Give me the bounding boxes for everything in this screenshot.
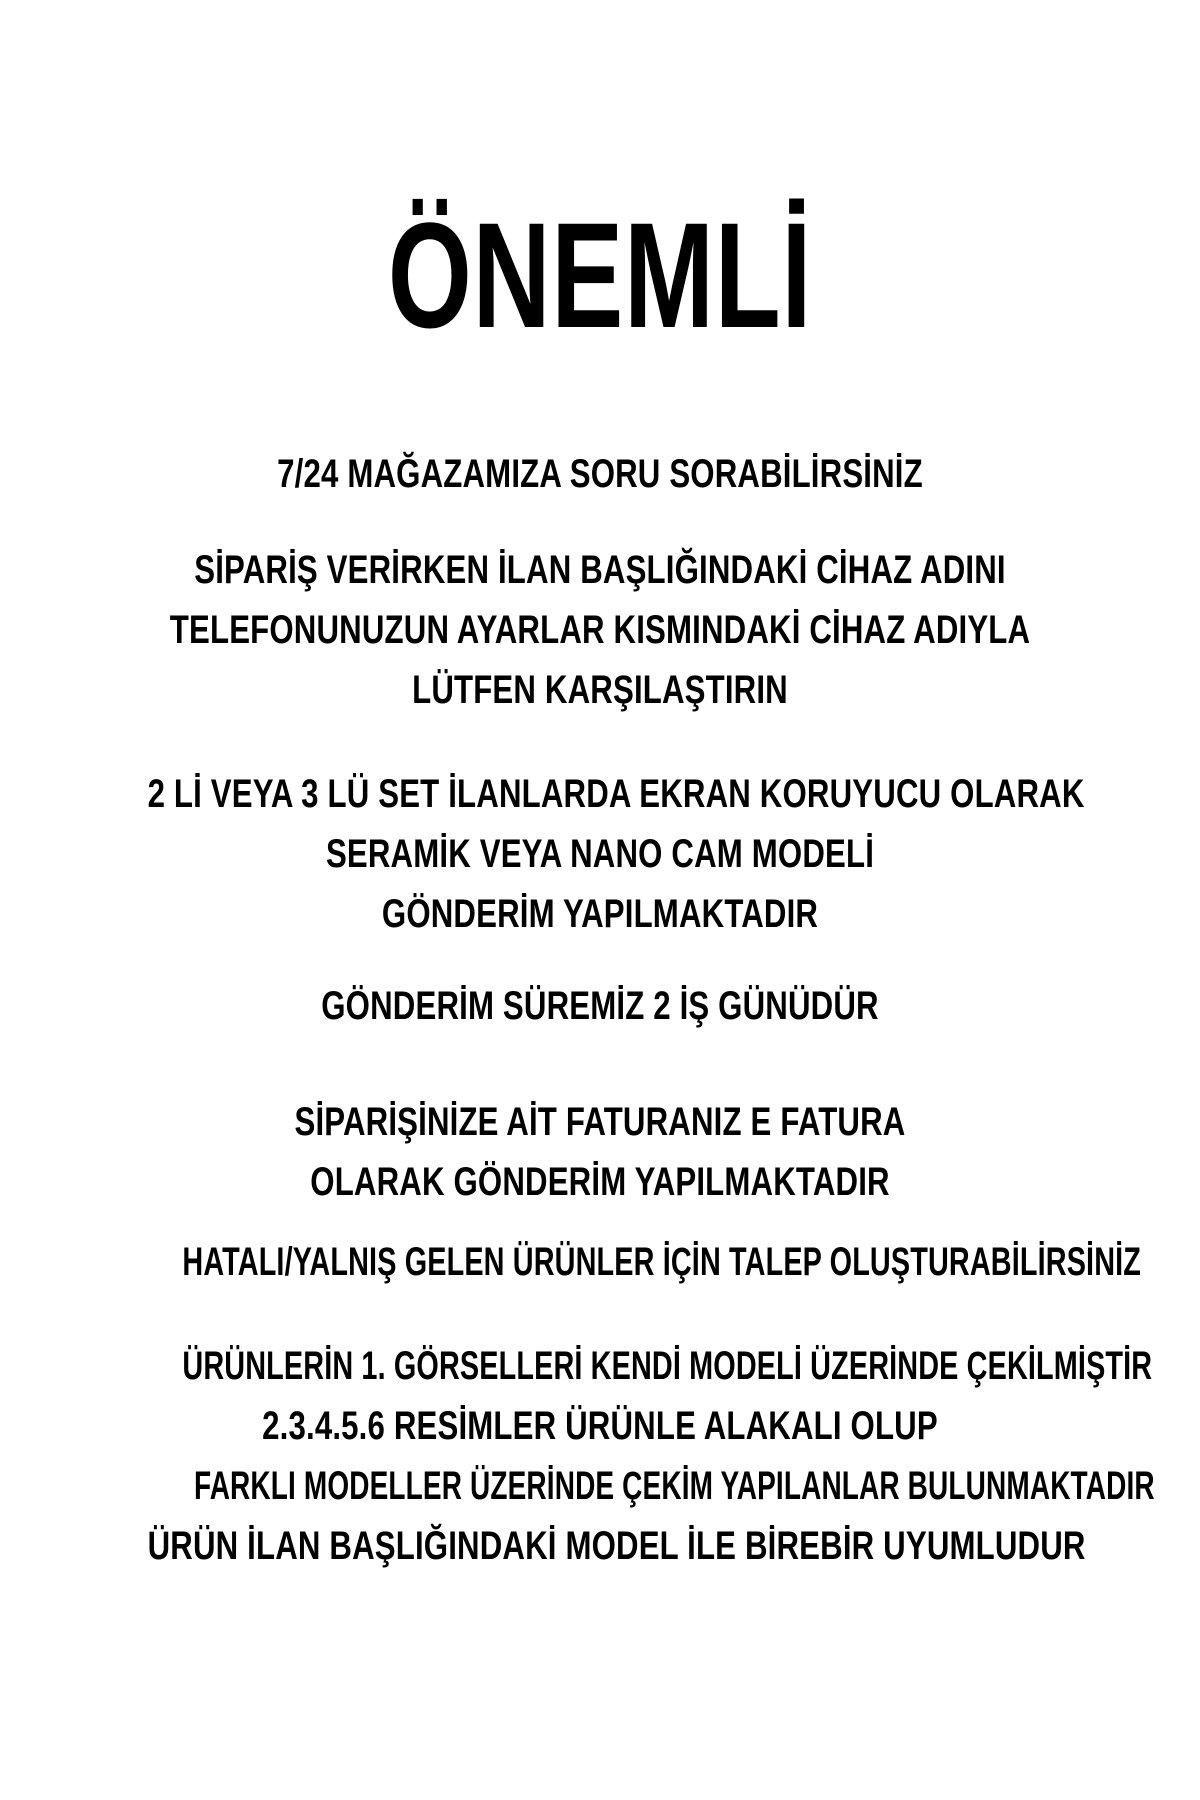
notice-line: SİPARİŞ VERİRKEN İLAN BAŞLIĞINDAKİ CİHAZ ADINI xyxy=(194,548,1006,592)
notice-line: 2 Lİ VEYA 3 LÜ SET İLANLARDA EKRAN KORUYUCU OLARAK xyxy=(147,772,1085,816)
notice-line: ÜRÜNLERİN 1. GÖRSELLERİ KENDİ MODELİ ÜZERİNDE ÇEKİLMİŞTİR xyxy=(182,1344,1153,1388)
notice-line: TELEFONUNUZUN AYARLAR KISMINDAKİ CİHAZ ADIYLA xyxy=(169,608,1031,652)
notice-device-name-check xyxy=(20,540,1180,720)
notice-wrong-items xyxy=(20,1232,1180,1292)
notice-line: 7/24 MAĞAZAMIZA SORU SORABİLİRSİNİZ xyxy=(277,452,923,496)
notice-line: LÜTFEN KARŞILAŞTIRIN xyxy=(412,668,788,712)
notice-line: ÜRÜN İLAN BAŞLIĞINDAKİ MODEL İLE BİREBİR UYUMLUDUR xyxy=(147,1524,1086,1568)
notice-line: SERAMİK VEYA NANO CAM MODELİ xyxy=(325,832,875,876)
notice-line: FARKLI MODELLER ÜZERİNDE ÇEKİM YAPILANLAR BULUNMAKTADIR xyxy=(194,1464,1155,1508)
notice-product-images xyxy=(20,1336,1180,1576)
notice-shipping-time xyxy=(20,976,1180,1036)
notice-line: HATALI/YALNIŞ GELEN ÜRÜNLER İÇİN TALEP OLUŞTURABİLİRSİNİZ xyxy=(182,1240,1142,1284)
notice-line: 2.3.4.5.6 RESİMLER ÜRÜNLE ALAKALI OLUP xyxy=(262,1404,938,1448)
notice-e-invoice xyxy=(20,1092,1180,1212)
notice-line: GÖNDERİM YAPILMAKTADIR xyxy=(381,892,819,936)
notice-line: GÖNDERİM SÜREMİZ 2 İŞ GÜNÜDÜR xyxy=(321,984,879,1028)
notice-line: OLARAK GÖNDERİM YAPILMAKTADIR xyxy=(310,1160,890,1204)
notice-store-questions xyxy=(20,444,1180,504)
notice-set-listings xyxy=(20,764,1180,944)
notice-line: SİPARİŞİNİZE AİT FATURANIZ E FATURA xyxy=(294,1100,906,1144)
page-title: ÖNEMLİ xyxy=(387,191,813,359)
